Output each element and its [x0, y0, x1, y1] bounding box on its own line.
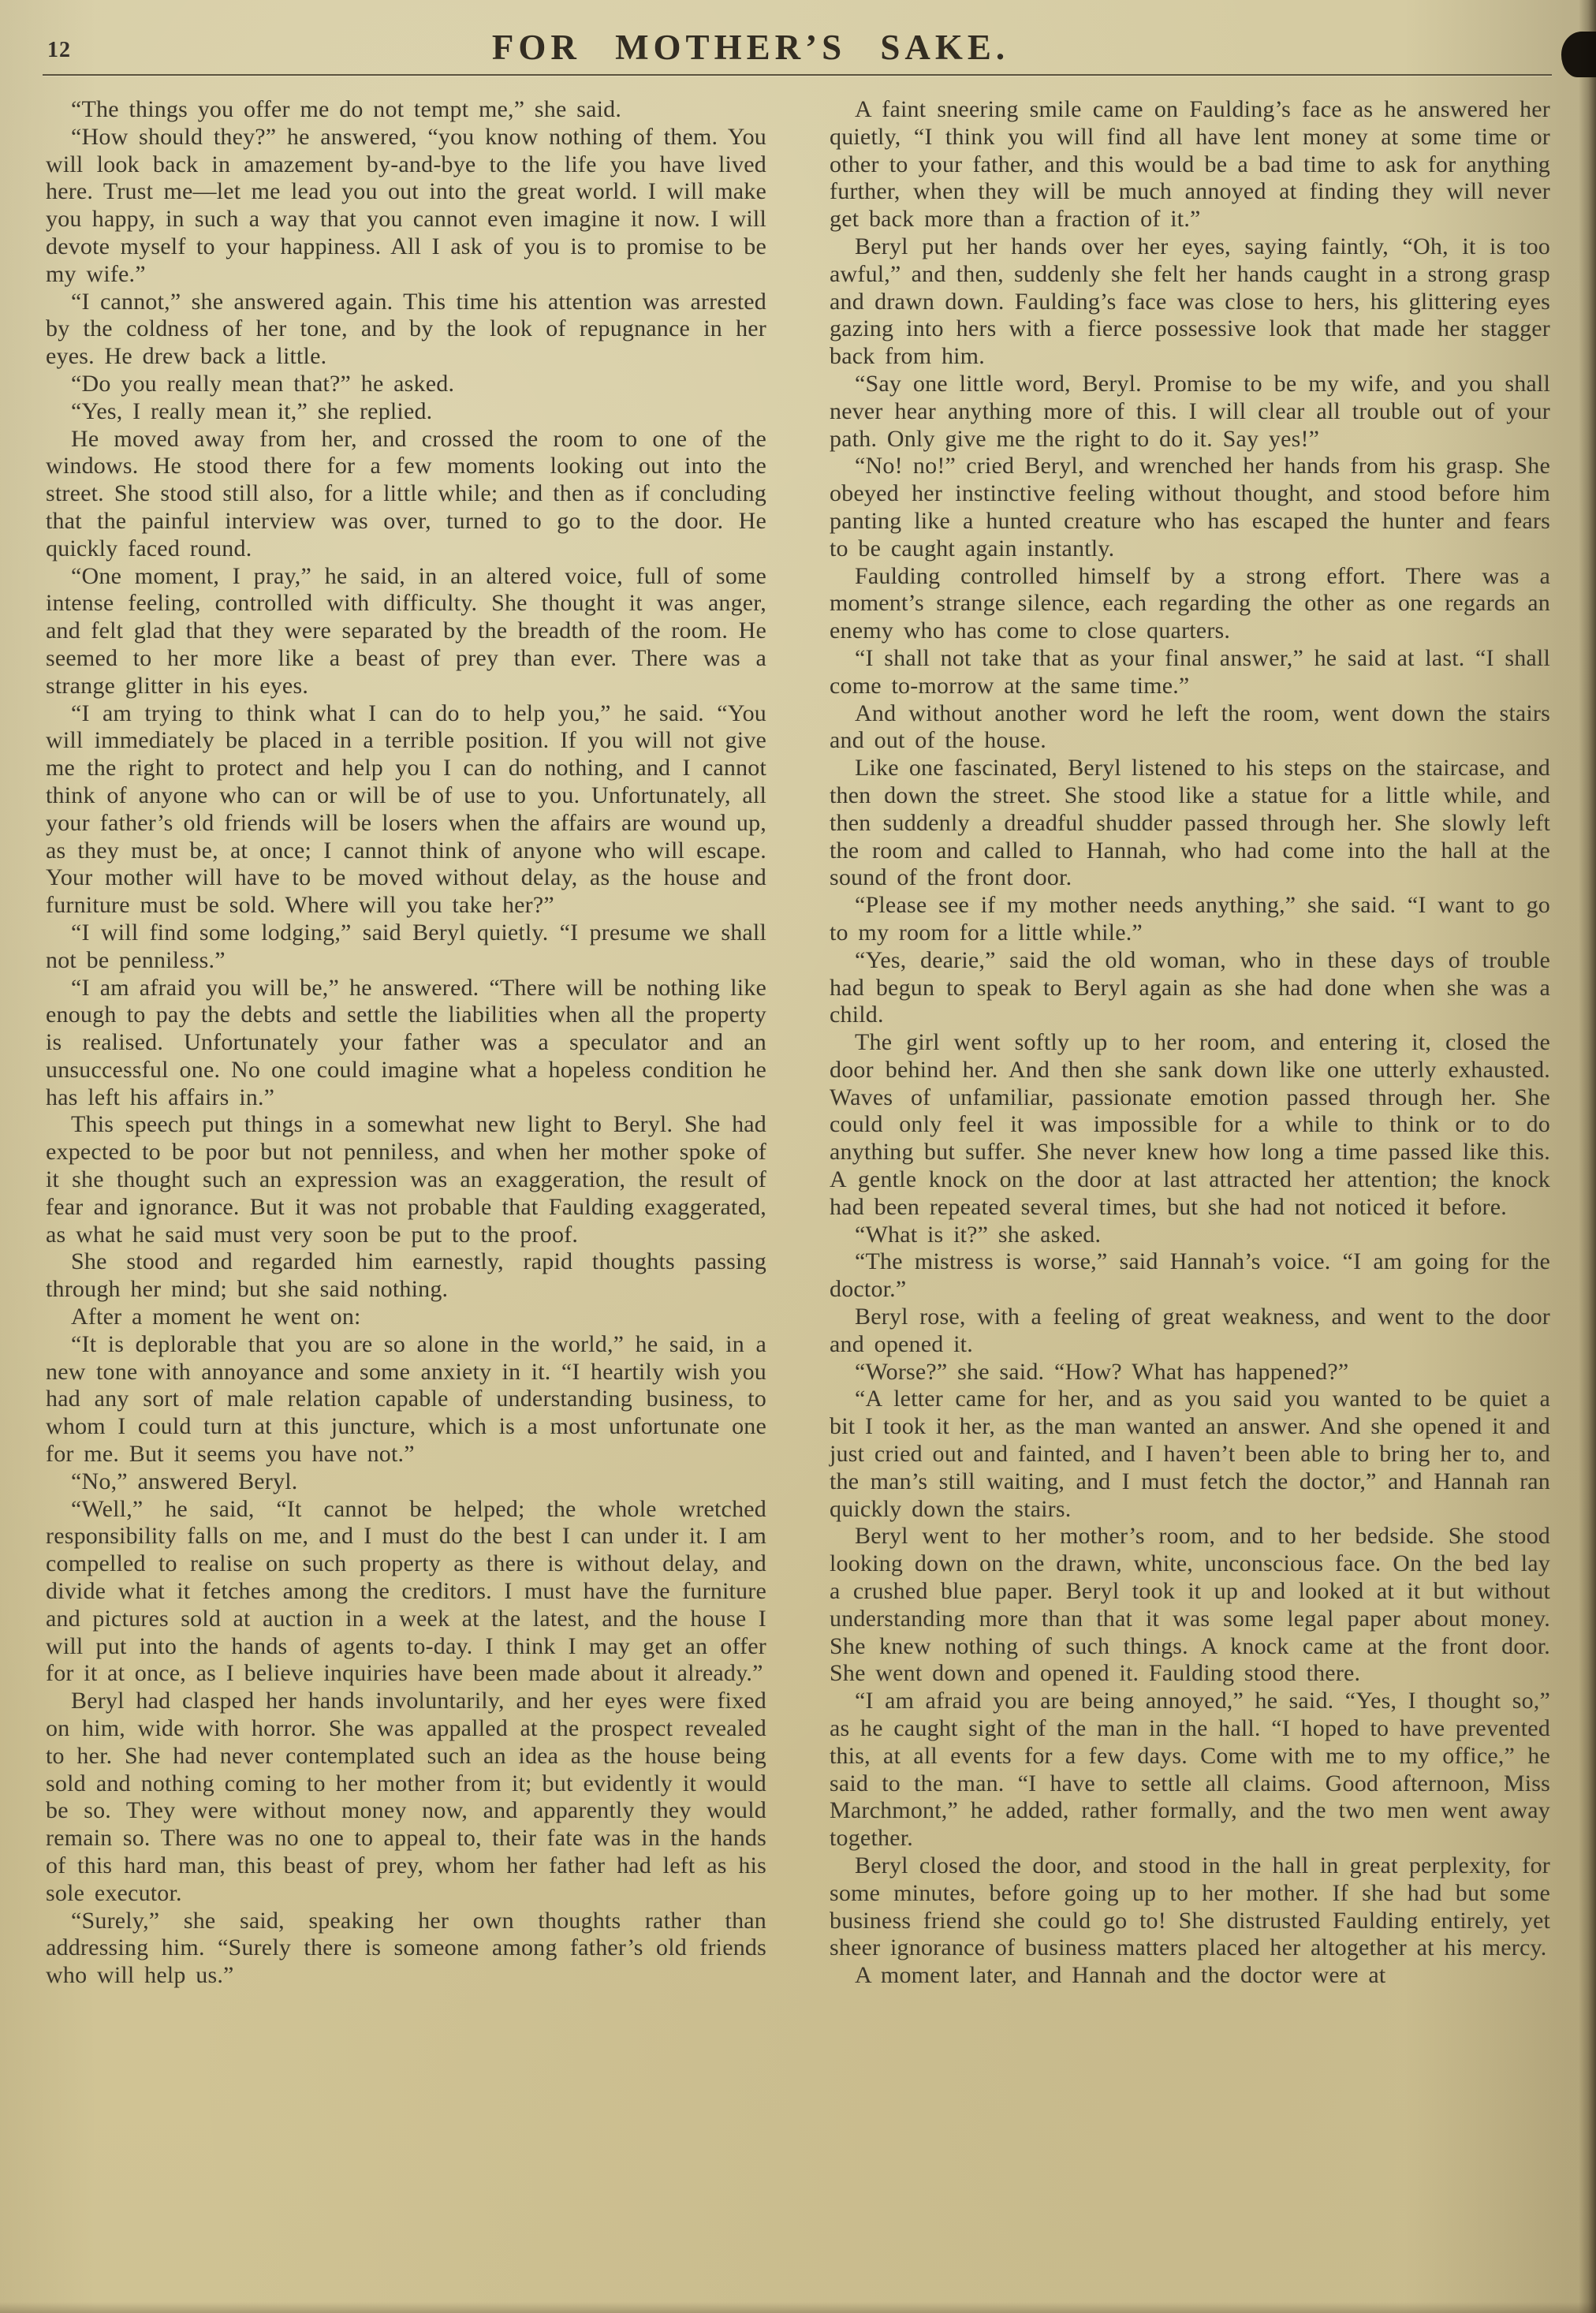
- paragraph: “Well,” he said, “It cannot be helped; the whole wretched responsibility falls on me, and I must do the best I can under it. I am compelled to realise on such property as there is without delay, and divide what it fetches among the creditors. I must have the furniture and pictures sold at auction in a week at the latest, and the house I will put into the hands of agents to-day. I think I may get an offer for it at once, as I believe inquiries have been made about it already.”: [46, 1495, 766, 1687]
- paragraph: Beryl had clasped her hands involuntarily, and her eyes were fixed on him, wide with horror. She was appalled at the prospect revealed to her. She had never contemplated such an idea as the house being sold and nothing coming to her mother from it; but evidently it would be so. They were without money now, and apparently they would remain so. There was no one to appeal to, their fate was in the hands of this hard man, this beast of prey, whom her father had left as his sole executor.: [46, 1688, 766, 1906]
- paragraph: “One moment, I pray,” he said, in an altered voice, full of some intense feeling, controlled with difficulty. She thought it was anger, and felt glad that they were separated by the breadth of the room. He seemed to her more like a beast of prey than ever. There was a strange glitter in his eyes.: [46, 562, 766, 699]
- paragraph: “What is it?” she asked.: [855, 1221, 1102, 1248]
- paragraph: “It is deplorable that you are so alone in the world,” he said, in a new tone with annoyance and some anxiety in it. “I heartily wish you had any sort of male relation capable of understanding business, to whom I could turn at this juncture, which is a most unfortunate one for me. But it seems you have not.”: [46, 1330, 766, 1468]
- page-number: 12: [47, 38, 71, 62]
- paragraph: “Please see if my mother needs anything,” she said. “I want to go to my room for a little while.”: [830, 892, 1550, 946]
- paragraph: He moved away from her, and crossed the room to one of the windows. He stood there for a few moments looking out into the street. She stood still also, for a little while; and then as if concluding that the painful interview was over, turned to go to the door. He quickly faced round.: [46, 425, 766, 561]
- paragraph: Beryl put her hands over her eyes, saying faintly, “Oh, it is too awful,” and then, suddenly she felt her hands caught in a strong grasp and drawn down. Faulding’s face was close to hers, his glittering eyes gazing into hers with a fierce possessive look that made her stagger back from him.: [830, 233, 1550, 370]
- paragraph: This speech put things in a somewhat new light to Beryl. She had expected to be poor but not penniless, and when her mother spoke of it she thought such an expression was an exaggeration, the result of fear and ignorance. But it was not probable that Faulding exaggerated, as what he said must very soon be put to the proof.: [46, 1111, 766, 1248]
- paragraph: Beryl rose, with a feeling of great weakness, and went to the door and opened it.: [830, 1304, 1550, 1357]
- paragraph: Faulding controlled himself by a strong effort. There was a moment’s strange silence, each regarding the other as one regards an enemy who has come to close quarters.: [830, 562, 1550, 644]
- paragraph: “I cannot,” she answered again. This time his attention was arrested by the coldness of her tone, and by the look of repugnance in her eyes. He drew back a little.: [46, 288, 766, 370]
- paragraph: After a moment he went on:: [71, 1304, 361, 1330]
- paragraph: “Do you really mean that?” he asked.: [71, 370, 455, 397]
- right-column: [830, 96, 1550, 1990]
- paragraph: And without another word he left the room, went down the stairs and out of the house.: [830, 699, 1550, 754]
- paragraph: “Yes, I really mean it,” she replied.: [71, 397, 433, 424]
- paragraph: “Say one little word, Beryl. Promise to be my wife, and you shall never hear anything more of this. I will clear all trouble out of your path. Only give me the right to do it. Say yes!”: [830, 370, 1550, 452]
- paragraph: “Surely,” she said, speaking her own thoughts rather than addressing him. “Surely there is someone among father’s old friends who will help us.”: [46, 1907, 766, 1989]
- paragraph: “I will find some lodging,” said Beryl quietly. “I presume we shall not be penniless.”: [46, 919, 766, 973]
- paragraph: Beryl went to her mother’s room, and to her bedside. She stood looking down on the drawn, white, unconscious face. On the bed lay a crushed blue paper. Beryl took it up and looked at it but without understanding more than that it was some legal paper about money. She knew nothing of such things. A knock came at the front door. She went down and opened it. Faulding stood there.: [830, 1523, 1550, 1687]
- paragraph: Like one fascinated, Beryl listened to his steps on the staircase, and then down the street. She stood like a statue for a little while, and then suddenly a dreadful shudder passed through her. She slowly left the room and called to Hannah, who had come into the hall at the sound of the front door.: [830, 755, 1550, 891]
- paragraph: “The things you offer me do not tempt me,” she said.: [71, 96, 622, 122]
- page-header: [0, 0, 1596, 76]
- paragraph: “Yes, dearie,” said the old woman, who in these days of trouble had begun to speak to Beryl again as she had done when she was a child.: [830, 946, 1550, 1028]
- header-rule: [43, 74, 1552, 76]
- paragraph: “I am trying to think what I can do to help you,” he said. “You will immediately be placed in a terrible position. If you will not give me the right to protect and help you I can do nothing, and I cannot think of anyone who can or will be of use to you. Unfortunately, all your father’s old friends will be losers when the affairs are wound up, as they must be, at once; I cannot think of anyone who will escape. Your mother will have to be moved without delay, as the house and furniture must be sold. Where will you take her?”: [46, 699, 766, 919]
- paragraph: “How should they?” he answered, “you know nothing of them. You will look back in amazement by-and-bye to the life you have lived here. Trust me—let me lead you out into the great world. I will make you happy, in such a way that you cannot even imagine it now. I will devote myself to your happiness. All I ask of you is to promise to be my wife.”: [46, 123, 766, 287]
- paragraph: “I shall not take that as your final answer,” he said at last. “I shall come to-morrow at the same time.”: [830, 644, 1550, 699]
- paragraph: She stood and regarded him earnestly, rapid thoughts passing through her mind; but she said nothing.: [46, 1248, 766, 1303]
- paragraph: “No,” answered Beryl.: [71, 1468, 298, 1494]
- article-body: [0, 76, 1596, 1990]
- paragraph: “No! no!” cried Beryl, and wrenched her hands from his grasp. She obeyed her instinctive feeling without thought, and stood before him panting like a hunted creature who has escaped the hunter and fears to be caught again instantly.: [830, 453, 1550, 561]
- paragraph: Beryl closed the door, and stood in the hall in great perplexity, for some minutes, before going up to her mother. If she had but some business friend she could go to! She distrusted Faulding entirely, yet sheer ignorance of business matters placed her altogether at his mercy.: [830, 1852, 1550, 1961]
- paragraph: “A letter came for her, and as you said you wanted to be quiet a bit I took it her, as the man wanted an answer. And she opened it and just cried out and fainted, and I haven’t been able to bring her to, and the man’s still waiting, and I must fetch the doctor,” and Hannah ran quickly down the stairs.: [830, 1386, 1550, 1522]
- paragraph: A moment later, and Hannah and the doctor were at: [855, 1962, 1386, 1989]
- paragraph: “I am afraid you are being annoyed,” he said. “Yes, I thought so,” as he caught sight of the man in the hall. “I hoped to have prevented this, at all events for a few days. Come with me to my office,” he said to the man. “I have to settle all claims. Good afternoon, Miss Marchmont,” he added, rather formally, and the two men went away together.: [830, 1688, 1550, 1852]
- paragraph: “Worse?” she said. “How? What has happened?”: [855, 1358, 1349, 1385]
- paragraph: “The mistress is worse,” said Hannah’s voice. “I am going for the doctor.”: [830, 1248, 1550, 1303]
- page-title: FOR MOTHER’S SAKE.: [491, 28, 1010, 67]
- paragraph: “I am afraid you will be,” he answered. “There will be nothing like enough to pay the debts and settle the liabilities when all the property is realised. Unfortunately your father was a speculator and an unsuccessful one. No one could imagine what a hopeless condition he has left his affairs in.”: [46, 974, 766, 1110]
- left-column: [46, 96, 766, 1990]
- paragraph: A faint sneering smile came on Faulding’s face as he answered her quietly, “I think you will find all have lent money at some time or other to your father, and this would be a bad time to ask for anything further, when they will be much annoyed at finding they will never get back more than a fraction of it.”: [830, 96, 1550, 233]
- paragraph: The girl went softly up to her room, and entering it, closed the door behind her. And then she sank down like one utterly exhausted. Waves of unfamiliar, passionate emotion passed through her. She could only feel it was impossible for a while to think or to do anything but suffer. She never knew how long a time passed like this. A gentle knock on the door at last attracted her attention; the knock had been repeated several times, but she had not noticed it before.: [830, 1029, 1550, 1220]
- scan-bottom-shadow: [0, 2302, 1596, 2313]
